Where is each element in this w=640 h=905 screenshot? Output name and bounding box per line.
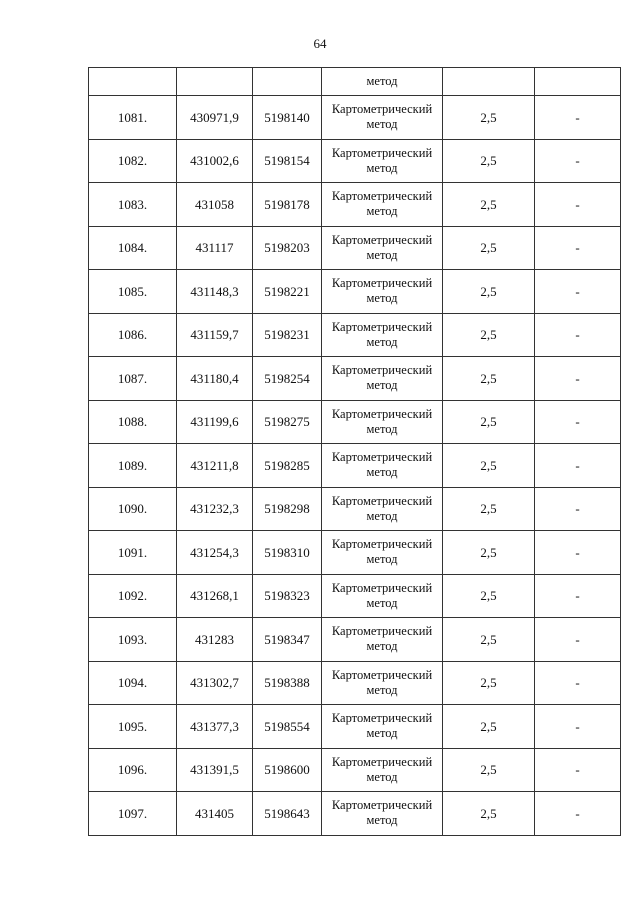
- method-line-1: Картометрический: [331, 798, 433, 813]
- table-row: [89, 444, 621, 488]
- cell-x: 431211,8: [177, 444, 253, 488]
- method-line-2: метод: [366, 421, 398, 436]
- cell-y: 5198310: [253, 531, 322, 575]
- cell-y: 5198203: [253, 226, 322, 270]
- cell-note: -: [535, 313, 621, 357]
- cell-num: 1094.: [89, 661, 177, 705]
- cell-x: 431268,1: [177, 574, 253, 618]
- method-line-2: метод: [366, 595, 398, 610]
- cell-method: [322, 270, 443, 314]
- cell-accuracy: 2,5: [443, 400, 535, 444]
- cell-method: [322, 357, 443, 401]
- method-line-2: метод: [366, 682, 398, 697]
- table-row: [89, 139, 621, 183]
- method-line-2: метод: [366, 334, 398, 349]
- method-tail: метод: [366, 74, 398, 88]
- cell-accuracy: 2,5: [443, 139, 535, 183]
- cell-accuracy: 2,5: [443, 313, 535, 357]
- method-line-1: Картометрический: [331, 102, 433, 117]
- cell-x: 431254,3: [177, 531, 253, 575]
- cell-method: [322, 748, 443, 792]
- table-row: [89, 96, 621, 140]
- method-line-2: метод: [366, 813, 398, 828]
- method-line-2: метод: [366, 726, 398, 741]
- cell-accuracy: 2,5: [443, 618, 535, 662]
- cell-method: [322, 661, 443, 705]
- cell-note: -: [535, 139, 621, 183]
- cell-num: 1097.: [89, 792, 177, 836]
- method-line-1: Картометрический: [331, 232, 433, 247]
- cell-accuracy: 2,5: [443, 183, 535, 227]
- cell-x: 431283: [177, 618, 253, 662]
- method-line-1: Картометрический: [331, 319, 433, 334]
- method-line-1: Картометрический: [331, 580, 433, 595]
- cell-x: 431302,7: [177, 661, 253, 705]
- cell-num: 1088.: [89, 400, 177, 444]
- cell-num: 1090.: [89, 487, 177, 531]
- cell-method: [322, 313, 443, 357]
- cell-note: -: [535, 618, 621, 662]
- cell-note: -: [535, 357, 621, 401]
- table-row: [89, 574, 621, 618]
- cell-y: 5198347: [253, 618, 322, 662]
- cell-method: [322, 792, 443, 836]
- method-line-2: метод: [366, 769, 398, 784]
- method-line-1: Картометрический: [331, 667, 433, 682]
- page-number: 64: [313, 36, 327, 51]
- cell-method: [322, 574, 443, 618]
- cell-y: 5198323: [253, 574, 322, 618]
- cell-note: -: [535, 400, 621, 444]
- cell-num: 1082.: [89, 139, 177, 183]
- method-line-1: Картометрический: [331, 754, 433, 769]
- cell-x: 431117: [177, 226, 253, 270]
- cell-accuracy: 2,5: [443, 748, 535, 792]
- cell-note: -: [535, 96, 621, 140]
- cell-accuracy: 2,5: [443, 574, 535, 618]
- cell-note: -: [535, 748, 621, 792]
- cell-method: [322, 444, 443, 488]
- cell-y: 5198643: [253, 792, 322, 836]
- cell-y: 5198178: [253, 183, 322, 227]
- method-line-2: метод: [366, 160, 398, 175]
- continuation-row: [89, 68, 621, 96]
- cell-x: 431058: [177, 183, 253, 227]
- cell-num: 1096.: [89, 748, 177, 792]
- cell-accuracy: 2,5: [443, 226, 535, 270]
- cell-note: [535, 68, 621, 96]
- cell-note: -: [535, 661, 621, 705]
- cell-x: 431405: [177, 792, 253, 836]
- method-line-1: Картометрический: [331, 711, 433, 726]
- cell-num: 1092.: [89, 574, 177, 618]
- cell-accuracy: 2,5: [443, 705, 535, 749]
- cell-accuracy: 2,5: [443, 357, 535, 401]
- cell-accuracy: [443, 68, 535, 96]
- cell-note: -: [535, 444, 621, 488]
- cell-accuracy: 2,5: [443, 531, 535, 575]
- cell-y: 5198388: [253, 661, 322, 705]
- cell-method: [322, 68, 443, 96]
- cell-num: 1084.: [89, 226, 177, 270]
- cell-method: [322, 96, 443, 140]
- cell-num: 1089.: [89, 444, 177, 488]
- cell-y: 5198600: [253, 748, 322, 792]
- cell-x: 431199,6: [177, 400, 253, 444]
- cell-x: 431002,6: [177, 139, 253, 183]
- cell-num: 1081.: [89, 96, 177, 140]
- coordinates-table: [88, 67, 621, 836]
- cell-method: [322, 531, 443, 575]
- cell-num: 1083.: [89, 183, 177, 227]
- cell-note: -: [535, 487, 621, 531]
- cell-y: 5198275: [253, 400, 322, 444]
- table-row: [89, 661, 621, 705]
- cell-y: 5198231: [253, 313, 322, 357]
- cell-y: 5198154: [253, 139, 322, 183]
- table-row: [89, 270, 621, 314]
- cell-method: [322, 183, 443, 227]
- cell-num: [89, 68, 177, 96]
- cell-note: -: [535, 705, 621, 749]
- cell-y: 5198298: [253, 487, 322, 531]
- method-line-2: метод: [366, 465, 398, 480]
- method-line-1: Картометрический: [331, 145, 433, 160]
- cell-y: 5198140: [253, 96, 322, 140]
- method-line-2: метод: [366, 639, 398, 654]
- cell-note: -: [535, 226, 621, 270]
- cell-note: -: [535, 183, 621, 227]
- cell-y: 5198221: [253, 270, 322, 314]
- cell-note: -: [535, 792, 621, 836]
- method-line-2: метод: [366, 204, 398, 219]
- method-line-2: метод: [366, 117, 398, 132]
- cell-num: 1085.: [89, 270, 177, 314]
- cell-y: 5198285: [253, 444, 322, 488]
- cell-num: 1091.: [89, 531, 177, 575]
- cell-x: 431180,4: [177, 357, 253, 401]
- cell-num: 1087.: [89, 357, 177, 401]
- cell-accuracy: 2,5: [443, 444, 535, 488]
- method-line-1: Картометрический: [331, 189, 433, 204]
- cell-accuracy: 2,5: [443, 96, 535, 140]
- cell-num: 1095.: [89, 705, 177, 749]
- method-line-1: Картометрический: [331, 624, 433, 639]
- cell-x: 431232,3: [177, 487, 253, 531]
- cell-method: [322, 618, 443, 662]
- table-row: [89, 618, 621, 662]
- cell-y: [253, 68, 322, 96]
- table-row: [89, 226, 621, 270]
- table-row: [89, 183, 621, 227]
- table-row: [89, 357, 621, 401]
- method-line-2: метод: [366, 291, 398, 306]
- cell-y: 5198554: [253, 705, 322, 749]
- method-line-1: Картометрический: [331, 276, 433, 291]
- cell-note: -: [535, 531, 621, 575]
- cell-x: 431159,7: [177, 313, 253, 357]
- table-row: [89, 313, 621, 357]
- cell-accuracy: 2,5: [443, 792, 535, 836]
- cell-num: 1086.: [89, 313, 177, 357]
- method-line-1: Картометрический: [331, 363, 433, 378]
- cell-method: [322, 705, 443, 749]
- table-row: [89, 792, 621, 836]
- cell-x: 431148,3: [177, 270, 253, 314]
- cell-x: 430971,9: [177, 96, 253, 140]
- cell-method: [322, 226, 443, 270]
- cell-accuracy: 2,5: [443, 661, 535, 705]
- cell-y: 5198254: [253, 357, 322, 401]
- cell-method: [322, 400, 443, 444]
- method-line-2: метод: [366, 378, 398, 393]
- table-row: [89, 487, 621, 531]
- method-line-1: Картометрический: [331, 493, 433, 508]
- cell-method: [322, 487, 443, 531]
- cell-note: -: [535, 270, 621, 314]
- table-row: [89, 400, 621, 444]
- method-line-2: метод: [366, 552, 398, 567]
- cell-accuracy: 2,5: [443, 487, 535, 531]
- method-line-1: Картометрический: [331, 450, 433, 465]
- cell-num: 1093.: [89, 618, 177, 662]
- method-line-2: метод: [366, 247, 398, 262]
- cell-x: 431391,5: [177, 748, 253, 792]
- method-line-1: Картометрический: [331, 537, 433, 552]
- cell-x: 431377,3: [177, 705, 253, 749]
- table-row: [89, 748, 621, 792]
- method-line-1: Картометрический: [331, 406, 433, 421]
- table-body: [89, 68, 621, 836]
- cell-method: [322, 139, 443, 183]
- table-row: [89, 705, 621, 749]
- method-line-2: метод: [366, 508, 398, 523]
- cell-x: [177, 68, 253, 96]
- table-row: [89, 531, 621, 575]
- cell-note: -: [535, 574, 621, 618]
- cell-accuracy: 2,5: [443, 270, 535, 314]
